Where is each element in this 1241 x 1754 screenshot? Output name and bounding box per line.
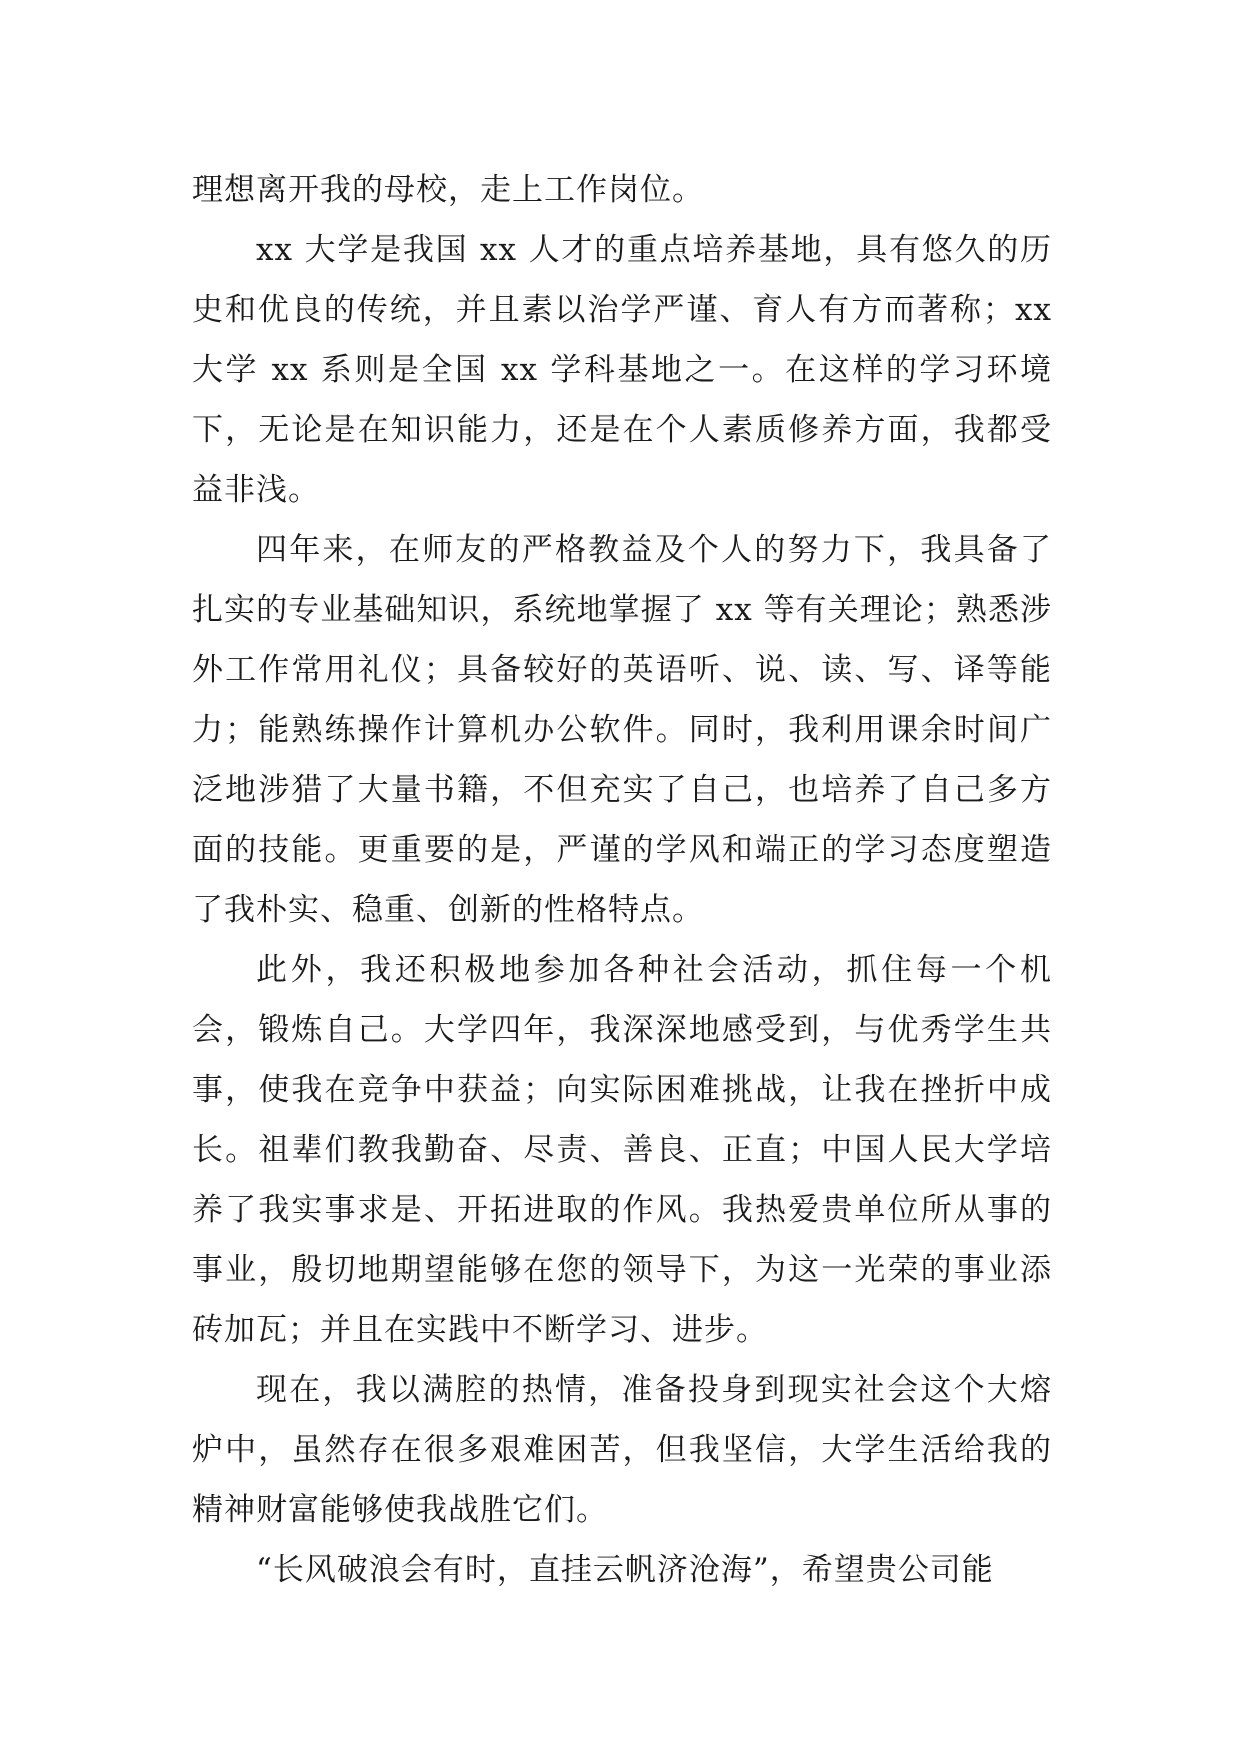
paragraph-social-activities: 此外，我还积极地参加各种社会活动，抓住每一个机会，锻炼自己。大学四年，我深深地感受到，与优秀学生共事，使我在竞争中获益；向实际困难挑战，让我在挫折中成长。祖辈们教我勤奋、尽责、善良、正直；中国人民大学培养了我实事求是、开拓进取的作风。我热爱贵单位所从事的事业，殷切地期望能够在您的领导下，为这一光荣的事业添砖加瓦；并且在实践中不断学习、进步。: [192, 952, 1052, 1348]
paragraph-enthusiasm: 现在，我以满腔的热情，准备投身到现实社会这个大熔炉中，虽然存在很多艰难困苦，但我坚信，大学生活给我的精神财富能够使我战胜它们。: [192, 1372, 1052, 1528]
paragraph-university-intro: xx 大学是我国 xx 人才的重点培养基地，具有悠久的历史和优良的传统，并且素以治学严谨、育人有方而著称；xx 大学 xx 系则是全国 xx 学科基地之一。在这样的学习环境下，无论是在知识能力，还是在个人素质修养方面，我都受益非浅。: [192, 232, 1052, 508]
paragraph-continuation: 理想离开我的母校，走上工作岗位。: [192, 172, 704, 208]
letter-body: [192, 160, 1052, 1600]
paragraph-four-years: 四年来，在师友的严格教益及个人的努力下，我具备了扎实的专业基础知识，系统地掌握了 xx 等有关理论；熟悉涉外工作常用礼仪；具备较好的英语听、说、读、写、译等能力；能熟练操作计算机办公软件。同时，我利用课余时间广泛地涉猎了大量书籍，不但充实了自己，也培养了自己多方面的技能。更重要的是，严谨的学风和端正的学习态度塑造了我朴实、稳重、创新的性格特点。: [192, 532, 1052, 928]
paragraph-closing-quote: “长风破浪会有时，直挂云帆济沧海”，希望贵公司能: [256, 1552, 994, 1588]
